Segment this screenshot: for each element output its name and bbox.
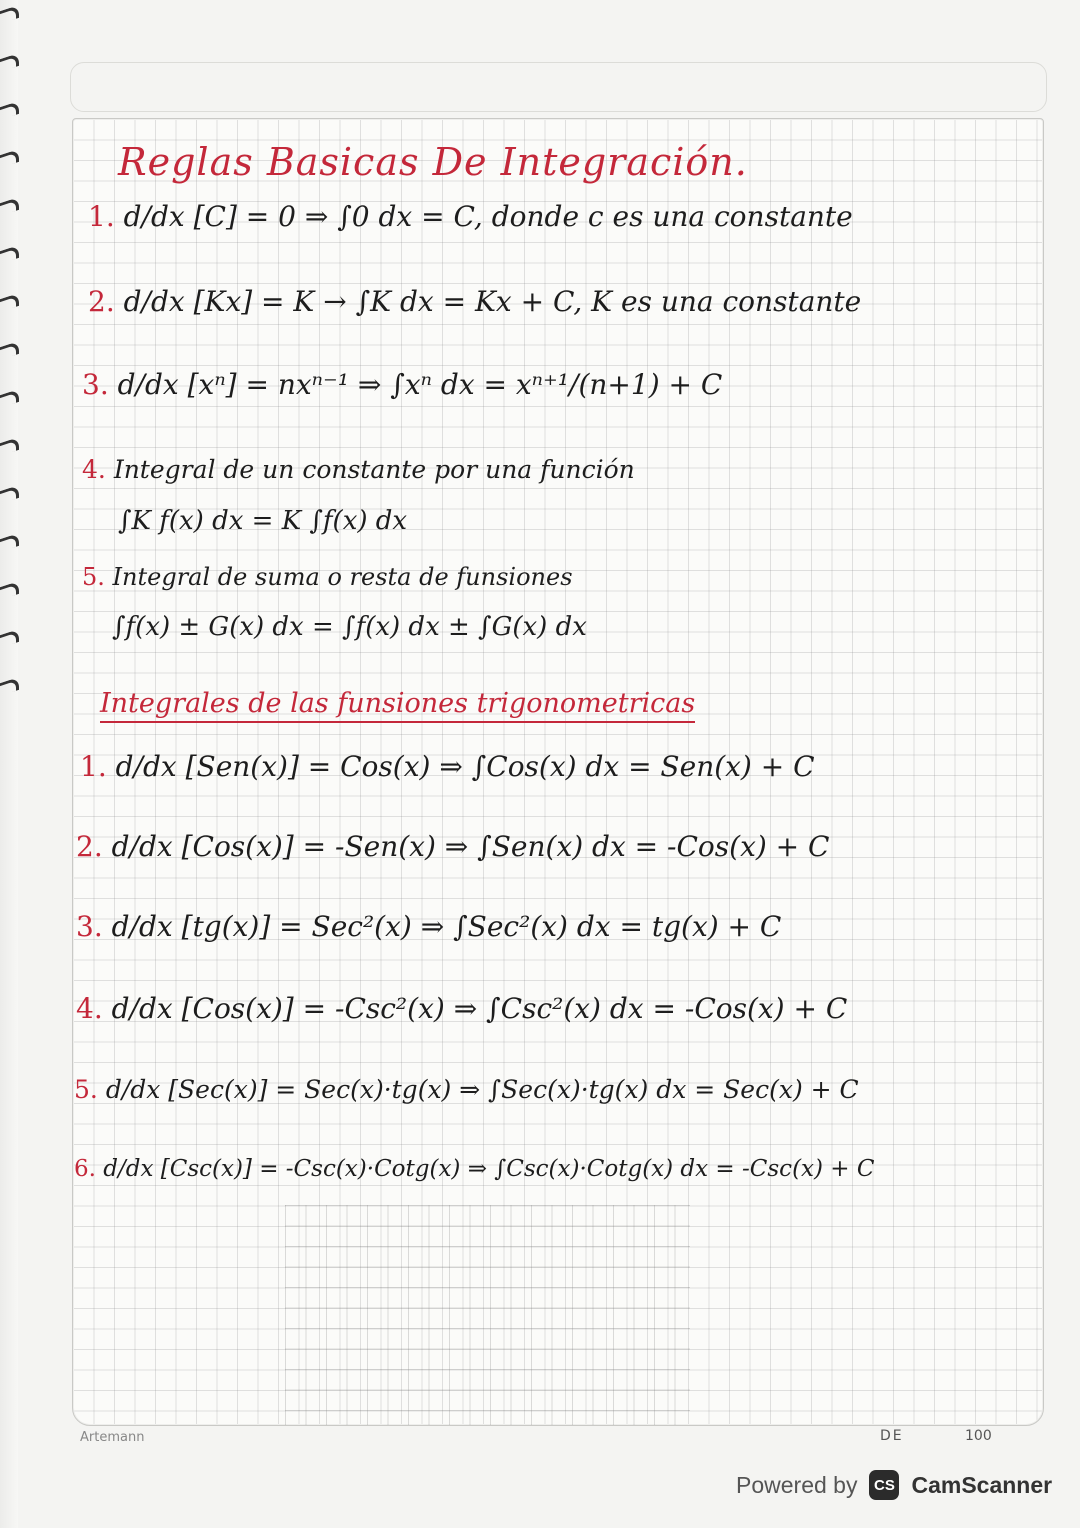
- rule-number: 1.: [88, 200, 115, 233]
- rule-text: d/dx [tg(x)] = Sec²(x) ⇒ ∫Sec²(x) dx = tg(x) + C: [111, 910, 782, 943]
- binding-ring: [0, 629, 19, 648]
- binding-ring: [0, 5, 19, 24]
- camscanner-watermark: [736, 1470, 1052, 1500]
- binding-ring: [0, 53, 19, 72]
- binding-ring: [0, 149, 19, 168]
- binding-ring: [0, 101, 19, 120]
- binding-ring: [0, 293, 19, 312]
- rule-number: 1.: [80, 750, 107, 783]
- trig-rule-3: [76, 910, 781, 943]
- notebook-brand: Artemann: [80, 1430, 145, 1445]
- rule-text: d/dx [Cos(x)] = -Csc²(x) ⇒ ∫Csc²(x) dx = -Cos(x) + C: [111, 992, 848, 1025]
- binding-ring: [0, 245, 19, 264]
- rule-number: 4.: [76, 992, 103, 1025]
- rule-text: ∫K f(x) dx = K ∫f(x) dx: [118, 506, 408, 536]
- basic-rule-1: [88, 200, 853, 233]
- trig-heading-text: Integrales de las funsiones trigonometricas: [100, 688, 695, 723]
- binding-ring: [0, 437, 19, 456]
- rule-number: 3.: [76, 910, 103, 943]
- binding-ring: [0, 677, 19, 696]
- rule-text: Integral de un constante por una función: [113, 455, 635, 484]
- camscanner-icon: CS: [869, 1470, 899, 1500]
- rule-number: 5.: [74, 1075, 98, 1104]
- rule-text: d/dx [C] = 0 ⇒ ∫0 dx = C, donde c es una constante: [123, 200, 853, 233]
- binding-ring: [0, 197, 19, 216]
- powered-by-text: Powered by: [736, 1471, 858, 1498]
- camscanner-name: CamScanner: [911, 1471, 1053, 1498]
- bleed-through-grid: [285, 1205, 690, 1425]
- basic-rule-4-formula: [118, 506, 407, 536]
- basic-rule-2: [88, 285, 861, 318]
- trig-rule-1: [80, 750, 815, 783]
- rule-number: 2.: [76, 830, 103, 863]
- notebook-page-count: 100: [965, 1428, 992, 1444]
- basic-rule-5: [82, 563, 573, 591]
- binding-ring: [0, 341, 19, 360]
- trig-rule-6: [74, 1156, 874, 1182]
- basic-rule-3: [82, 368, 722, 401]
- binding-ring: [0, 581, 19, 600]
- binding-ring: [0, 485, 19, 504]
- trig-rule-5: [74, 1075, 859, 1104]
- trig-rule-2: [76, 830, 829, 863]
- notebook-header-strip: [70, 62, 1047, 112]
- rule-number: 5.: [82, 563, 105, 591]
- rule-text: d/dx [Sec(x)] = Sec(x)·tg(x) ⇒ ∫Sec(x)·tg(x) dx = Sec(x) + C: [105, 1075, 859, 1104]
- rule-text: d/dx [Sen(x)] = Cos(x) ⇒ ∫Cos(x) dx = Sen(x) + C: [115, 750, 815, 783]
- notebook-de-mark: DE: [880, 1428, 904, 1444]
- rule-text: d/dx [Cos(x)] = -Sen(x) ⇒ ∫Sen(x) dx = -Cos(x) + C: [111, 830, 830, 863]
- rule-number: 3.: [82, 368, 109, 401]
- rule-number: 6.: [74, 1156, 96, 1182]
- spiral-binding: [0, 0, 18, 1528]
- basic-rule-4: [82, 455, 635, 484]
- basic-rule-5-formula: [112, 612, 587, 642]
- rule-number: 4.: [82, 455, 106, 484]
- rule-text: d/dx [Csc(x)] = -Csc(x)·Cotg(x) ⇒ ∫Csc(x)·Cotg(x) dx = -Csc(x) + C: [103, 1156, 875, 1182]
- trig-rule-4: [76, 992, 847, 1025]
- trig-heading: [100, 688, 695, 719]
- binding-ring: [0, 533, 19, 552]
- rule-text: ∫f(x) ± G(x) dx = ∫f(x) dx ± ∫G(x) dx: [112, 612, 587, 642]
- rule-text: Integral de suma o resta de funsiones: [112, 563, 573, 591]
- rule-number: 2.: [88, 285, 115, 318]
- page-title: Reglas Basicas De Integración.: [118, 140, 748, 184]
- rule-text: d/dx [xⁿ] = nxⁿ⁻¹ ⇒ ∫xⁿ dx = xⁿ⁺¹/(n+1) + C: [117, 368, 723, 401]
- binding-ring: [0, 389, 19, 408]
- rule-text: d/dx [Kx] = K → ∫K dx = Kx + C, K es una constante: [123, 285, 862, 318]
